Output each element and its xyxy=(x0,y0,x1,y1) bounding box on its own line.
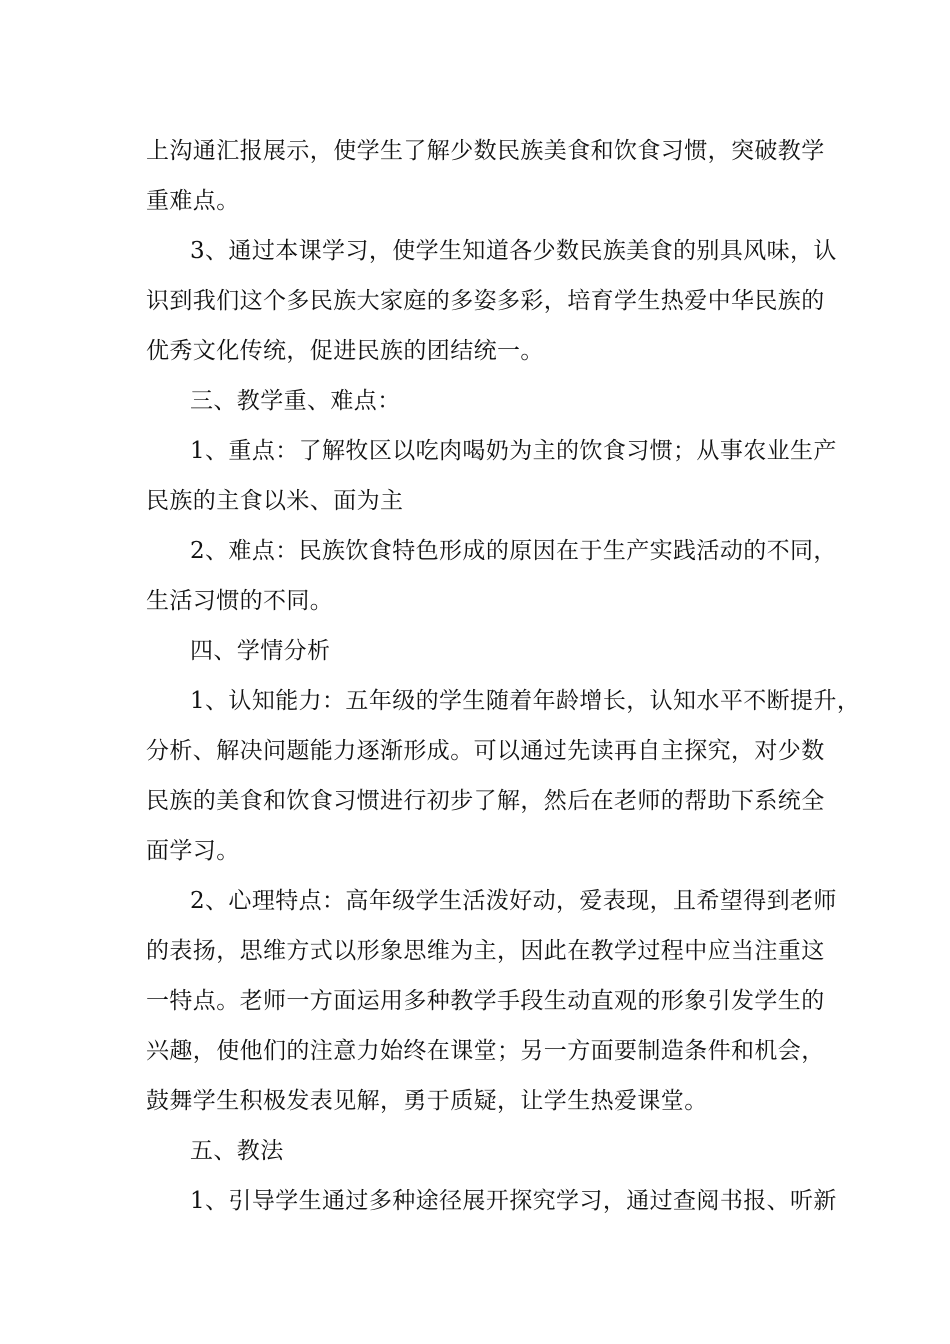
text-line: 优秀文化传统，促进民族的团结统一。 xyxy=(146,338,544,364)
text-line: 民族的美食和饮食习惯进行初步了解，然后在老师的帮助下系统全 xyxy=(146,788,825,814)
text-line: 1、认知能力：五年级的学生随着年龄增长，认知水平不断提升， xyxy=(190,688,861,714)
text-line: 上沟通汇报展示，使学生了解少数民族美食和饮食习惯，突破教学 xyxy=(146,138,825,164)
text-line: 重难点。 xyxy=(146,188,240,214)
text-line: 2、难点：民族饮食特色形成的原因在于生产实践活动的不同， xyxy=(190,538,837,564)
text-line: 1、重点：了解牧区以吃肉喝奶为主的饮食习惯；从事农业生产 xyxy=(190,438,837,464)
document-body xyxy=(146,126,861,1226)
text-line: 兴趣，使他们的注意力始终在课堂；另一方面要制造条件和机会， xyxy=(146,1038,825,1064)
text-line: 民族的主食以米、面为主 xyxy=(146,488,404,514)
text-line: 3、通过本课学习，使学生知道各少数民族美食的别具风味，认 xyxy=(190,238,837,264)
text-line: 识到我们这个多民族大家庭的多姿多彩，培育学生热爱中华民族的 xyxy=(146,288,825,314)
text-line: 的表扬，思维方式以形象思维为主，因此在教学过程中应当注重这 xyxy=(146,938,825,964)
text-line: 2、心理特点：高年级学生活泼好动，爱表现，且希望得到老师 xyxy=(190,888,837,914)
text-line: 1、引导学生通过多种途径展开探究学习，通过查阅书报、听新 xyxy=(190,1188,837,1214)
text-line: 鼓舞学生积极发表见解，勇于质疑，让学生热爱课堂。 xyxy=(146,1088,708,1114)
text-line: 生活习惯的不同。 xyxy=(146,588,334,614)
section-heading: 五、教法 xyxy=(190,1138,284,1164)
text-line: 分析、解决问题能力逐渐形成。可以通过先读再自主探究，对少数 xyxy=(146,738,825,764)
section-heading: 三、教学重、难点： xyxy=(190,388,401,414)
text-line: 一特点。老师一方面运用多种教学手段生动直观的形象引发学生的 xyxy=(146,988,825,1014)
text-line: 面学习。 xyxy=(146,838,240,864)
section-heading: 四、学情分析 xyxy=(190,638,331,664)
